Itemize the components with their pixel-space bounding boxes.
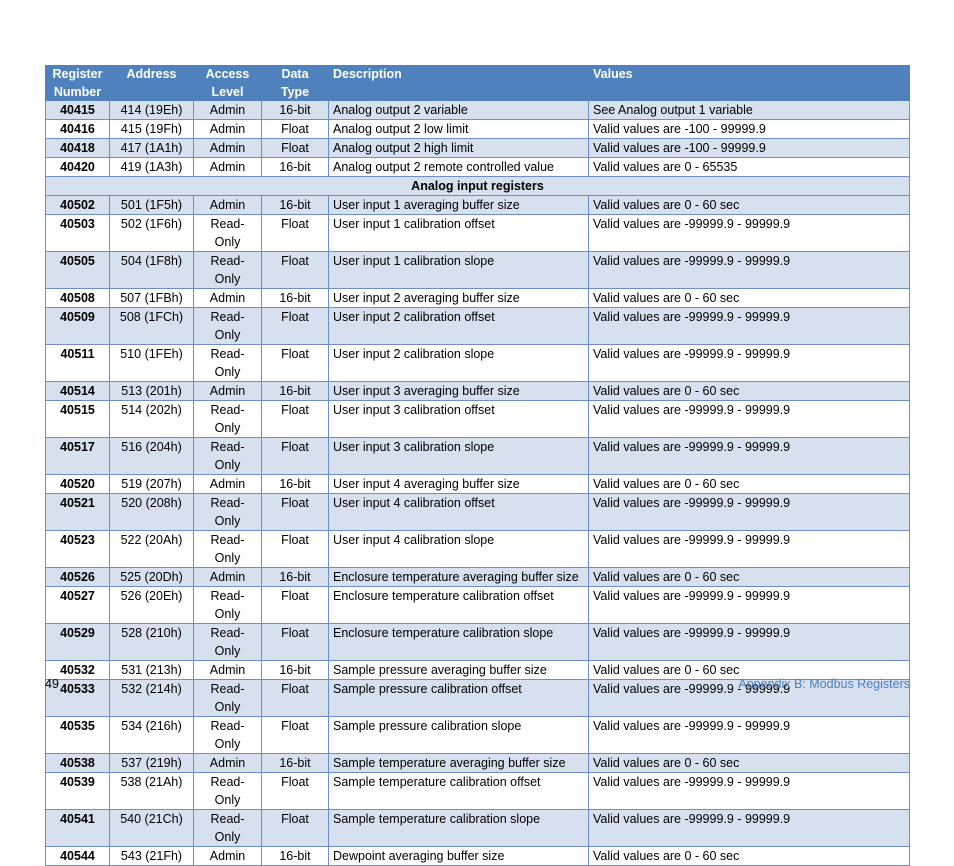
cell-register-number: 40515 <box>46 401 110 438</box>
cell-description: User input 4 calibration offset <box>329 494 589 531</box>
cell-register-number: 40529 <box>46 624 110 661</box>
cell-access-level: Admin <box>194 475 262 494</box>
table-row <box>46 196 910 215</box>
table-row <box>46 139 910 158</box>
cell-values: Valid values are 0 - 60 sec <box>589 196 910 215</box>
header-description: Description <box>329 65 589 101</box>
cell-values: Valid values are -99999.9 - 99999.9 <box>589 624 910 661</box>
cell-data-type: 16-bit <box>262 196 329 215</box>
cell-description: Enclosure temperature averaging buffer size <box>329 568 589 587</box>
section-row <box>46 177 910 196</box>
table-row <box>46 475 910 494</box>
page-number: 49 <box>45 677 59 691</box>
table-row <box>46 215 910 252</box>
table-row <box>46 382 910 401</box>
cell-values: Valid values are -99999.9 - 99999.9 <box>589 773 910 810</box>
cell-register-number: 40416 <box>46 120 110 139</box>
cell-data-type: Float <box>262 587 329 624</box>
cell-address: 510 (1FEh) <box>110 345 194 382</box>
cell-register-number: 40520 <box>46 475 110 494</box>
cell-data-type: 16-bit <box>262 754 329 773</box>
cell-address: 507 (1FBh) <box>110 289 194 308</box>
header-register-number: Register Number <box>46 65 110 101</box>
cell-access-level: Read-Only <box>194 810 262 847</box>
cell-register-number: 40508 <box>46 289 110 308</box>
cell-values: Valid values are -100 - 99999.9 <box>589 120 910 139</box>
cell-data-type: Float <box>262 345 329 382</box>
cell-values: Valid values are 0 - 60 sec <box>589 847 910 866</box>
table-row <box>46 158 910 177</box>
cell-address: 537 (219h) <box>110 754 194 773</box>
cell-access-level: Admin <box>194 847 262 866</box>
cell-data-type: Float <box>262 252 329 289</box>
cell-description: User input 3 calibration slope <box>329 438 589 475</box>
cell-description: Analog output 2 remote controlled value <box>329 158 589 177</box>
cell-address: 531 (213h) <box>110 661 194 680</box>
cell-address: 540 (21Ch) <box>110 810 194 847</box>
cell-description: Enclosure temperature calibration offset <box>329 587 589 624</box>
cell-description: Analog output 2 variable <box>329 101 589 120</box>
cell-access-level: Read-Only <box>194 624 262 661</box>
table-row <box>46 568 910 587</box>
cell-values: Valid values are -99999.9 - 99999.9 <box>589 215 910 252</box>
cell-register-number: 40502 <box>46 196 110 215</box>
cell-description: User input 4 averaging buffer size <box>329 475 589 494</box>
cell-register-number: 40527 <box>46 587 110 624</box>
cell-values: Valid values are -99999.9 - 99999.9 <box>589 587 910 624</box>
cell-address: 534 (216h) <box>110 717 194 754</box>
table-row <box>46 252 910 289</box>
cell-register-number: 40514 <box>46 382 110 401</box>
cell-address: 502 (1F6h) <box>110 215 194 252</box>
cell-description: Sample pressure calibration slope <box>329 717 589 754</box>
cell-address: 501 (1F5h) <box>110 196 194 215</box>
cell-description: Analog output 2 low limit <box>329 120 589 139</box>
cell-description: Sample pressure averaging buffer size <box>329 661 589 680</box>
cell-address: 419 (1A3h) <box>110 158 194 177</box>
cell-address: 526 (20Eh) <box>110 587 194 624</box>
table-row <box>46 289 910 308</box>
cell-data-type: 16-bit <box>262 158 329 177</box>
cell-description: Enclosure temperature calibration slope <box>329 624 589 661</box>
cell-access-level: Read-Only <box>194 680 262 717</box>
table-row <box>46 401 910 438</box>
cell-values: Valid values are -100 - 99999.9 <box>589 139 910 158</box>
cell-description: User input 2 averaging buffer size <box>329 289 589 308</box>
cell-register-number: 40420 <box>46 158 110 177</box>
cell-values: Valid values are 0 - 60 sec <box>589 754 910 773</box>
cell-address: 525 (20Dh) <box>110 568 194 587</box>
cell-access-level: Admin <box>194 158 262 177</box>
cell-data-type: Float <box>262 717 329 754</box>
cell-register-number: 40526 <box>46 568 110 587</box>
cell-address: 508 (1FCh) <box>110 308 194 345</box>
table-header <box>46 65 910 101</box>
cell-description: Analog output 2 high limit <box>329 139 589 158</box>
cell-address: 538 (21Ah) <box>110 773 194 810</box>
cell-register-number: 40539 <box>46 773 110 810</box>
cell-data-type: 16-bit <box>262 475 329 494</box>
cell-address: 532 (214h) <box>110 680 194 717</box>
cell-access-level: Read-Only <box>194 345 262 382</box>
cell-values: Valid values are 0 - 60 sec <box>589 475 910 494</box>
cell-register-number: 40533 <box>46 680 110 717</box>
cell-values: Valid values are -99999.9 - 99999.9 <box>589 717 910 754</box>
cell-values: Valid values are -99999.9 - 99999.9 <box>589 308 910 345</box>
table-row <box>46 847 910 866</box>
cell-values: Valid values are -99999.9 - 99999.9 <box>589 494 910 531</box>
cell-access-level: Admin <box>194 754 262 773</box>
header-address: Address <box>110 65 194 101</box>
table-row <box>46 345 910 382</box>
cell-description: User input 3 averaging buffer size <box>329 382 589 401</box>
cell-access-level: Read-Only <box>194 308 262 345</box>
cell-register-number: 40509 <box>46 308 110 345</box>
cell-values: Valid values are -99999.9 - 99999.9 <box>589 345 910 382</box>
cell-data-type: Float <box>262 308 329 345</box>
cell-values: Valid values are -99999.9 - 99999.9 <box>589 531 910 568</box>
cell-access-level: Admin <box>194 568 262 587</box>
header-data-type: Data Type <box>262 65 329 101</box>
table-row <box>46 308 910 345</box>
cell-description: User input 1 calibration slope <box>329 252 589 289</box>
cell-address: 514 (202h) <box>110 401 194 438</box>
cell-values: Valid values are 0 - 60 sec <box>589 661 910 680</box>
cell-values: Valid values are -99999.9 - 99999.9 <box>589 680 910 717</box>
cell-values: Valid values are 0 - 60 sec <box>589 289 910 308</box>
cell-register-number: 40521 <box>46 494 110 531</box>
cell-access-level: Admin <box>194 139 262 158</box>
cell-data-type: 16-bit <box>262 568 329 587</box>
cell-values: See Analog output 1 variable <box>589 101 910 120</box>
table-body <box>46 101 910 866</box>
section-heading: Analog input registers <box>46 177 910 196</box>
modbus-register-table <box>45 65 910 866</box>
cell-register-number: 40535 <box>46 717 110 754</box>
cell-values: Valid values are -99999.9 - 99999.9 <box>589 810 910 847</box>
cell-data-type: Float <box>262 810 329 847</box>
cell-description: User input 3 calibration offset <box>329 401 589 438</box>
cell-register-number: 40532 <box>46 661 110 680</box>
cell-register-number: 40505 <box>46 252 110 289</box>
cell-access-level: Read-Only <box>194 401 262 438</box>
cell-access-level: Admin <box>194 661 262 680</box>
cell-description: Dewpoint averaging buffer size <box>329 847 589 866</box>
table-row <box>46 120 910 139</box>
cell-description: User input 2 calibration slope <box>329 345 589 382</box>
cell-data-type: 16-bit <box>262 101 329 120</box>
cell-description: Sample pressure calibration offset <box>329 680 589 717</box>
cell-access-level: Admin <box>194 382 262 401</box>
cell-data-type: Float <box>262 139 329 158</box>
footer-title: Appendix B: Modbus Registers <box>738 677 910 691</box>
table-row <box>46 717 910 754</box>
cell-data-type: Float <box>262 438 329 475</box>
cell-description: Sample temperature calibration slope <box>329 810 589 847</box>
cell-data-type: 16-bit <box>262 382 329 401</box>
cell-address: 520 (208h) <box>110 494 194 531</box>
cell-register-number: 40544 <box>46 847 110 866</box>
cell-access-level: Read-Only <box>194 717 262 754</box>
cell-data-type: Float <box>262 680 329 717</box>
table-row <box>46 624 910 661</box>
cell-address: 516 (204h) <box>110 438 194 475</box>
cell-register-number: 40503 <box>46 215 110 252</box>
table-row <box>46 754 910 773</box>
cell-address: 417 (1A1h) <box>110 139 194 158</box>
cell-access-level: Admin <box>194 196 262 215</box>
table-row <box>46 773 910 810</box>
cell-description: User input 2 calibration offset <box>329 308 589 345</box>
cell-access-level: Read-Only <box>194 587 262 624</box>
header-access-level: Access Level <box>194 65 262 101</box>
cell-access-level: Admin <box>194 289 262 308</box>
cell-register-number: 40415 <box>46 101 110 120</box>
cell-address: 543 (21Fh) <box>110 847 194 866</box>
cell-data-type: Float <box>262 773 329 810</box>
cell-values: Valid values are -99999.9 - 99999.9 <box>589 438 910 475</box>
cell-register-number: 40538 <box>46 754 110 773</box>
cell-values: Valid values are -99999.9 - 99999.9 <box>589 401 910 438</box>
cell-values: Valid values are -99999.9 - 99999.9 <box>589 252 910 289</box>
cell-register-number: 40541 <box>46 810 110 847</box>
cell-data-type: Float <box>262 215 329 252</box>
cell-address: 522 (20Ah) <box>110 531 194 568</box>
table-row <box>46 438 910 475</box>
cell-access-level: Read-Only <box>194 215 262 252</box>
cell-data-type: Float <box>262 531 329 568</box>
cell-access-level: Read-Only <box>194 438 262 475</box>
cell-data-type: 16-bit <box>262 847 329 866</box>
cell-address: 414 (19Eh) <box>110 101 194 120</box>
cell-data-type: Float <box>262 494 329 531</box>
table-row <box>46 101 910 120</box>
cell-data-type: Float <box>262 120 329 139</box>
cell-description: Sample temperature averaging buffer size <box>329 754 589 773</box>
table-row <box>46 531 910 568</box>
cell-description: User input 1 averaging buffer size <box>329 196 589 215</box>
cell-address: 528 (210h) <box>110 624 194 661</box>
cell-access-level: Read-Only <box>194 773 262 810</box>
cell-access-level: Read-Only <box>194 494 262 531</box>
table-row <box>46 587 910 624</box>
header-values: Values <box>589 65 910 101</box>
cell-description: Sample temperature calibration offset <box>329 773 589 810</box>
cell-description: User input 4 calibration slope <box>329 531 589 568</box>
cell-register-number: 40418 <box>46 139 110 158</box>
cell-register-number: 40517 <box>46 438 110 475</box>
cell-values: Valid values are 0 - 60 sec <box>589 568 910 587</box>
cell-data-type: Float <box>262 401 329 438</box>
cell-address: 513 (201h) <box>110 382 194 401</box>
cell-access-level: Admin <box>194 101 262 120</box>
cell-values: Valid values are 0 - 60 sec <box>589 382 910 401</box>
cell-address: 504 (1F8h) <box>110 252 194 289</box>
cell-address: 415 (19Fh) <box>110 120 194 139</box>
cell-address: 519 (207h) <box>110 475 194 494</box>
cell-register-number: 40511 <box>46 345 110 382</box>
cell-register-number: 40523 <box>46 531 110 568</box>
cell-access-level: Admin <box>194 120 262 139</box>
cell-access-level: Read-Only <box>194 531 262 568</box>
cell-access-level: Read-Only <box>194 252 262 289</box>
table-row <box>46 494 910 531</box>
cell-data-type: 16-bit <box>262 289 329 308</box>
cell-values: Valid values are 0 - 65535 <box>589 158 910 177</box>
table-row <box>46 810 910 847</box>
cell-data-type: 16-bit <box>262 661 329 680</box>
cell-description: User input 1 calibration offset <box>329 215 589 252</box>
cell-data-type: Float <box>262 624 329 661</box>
